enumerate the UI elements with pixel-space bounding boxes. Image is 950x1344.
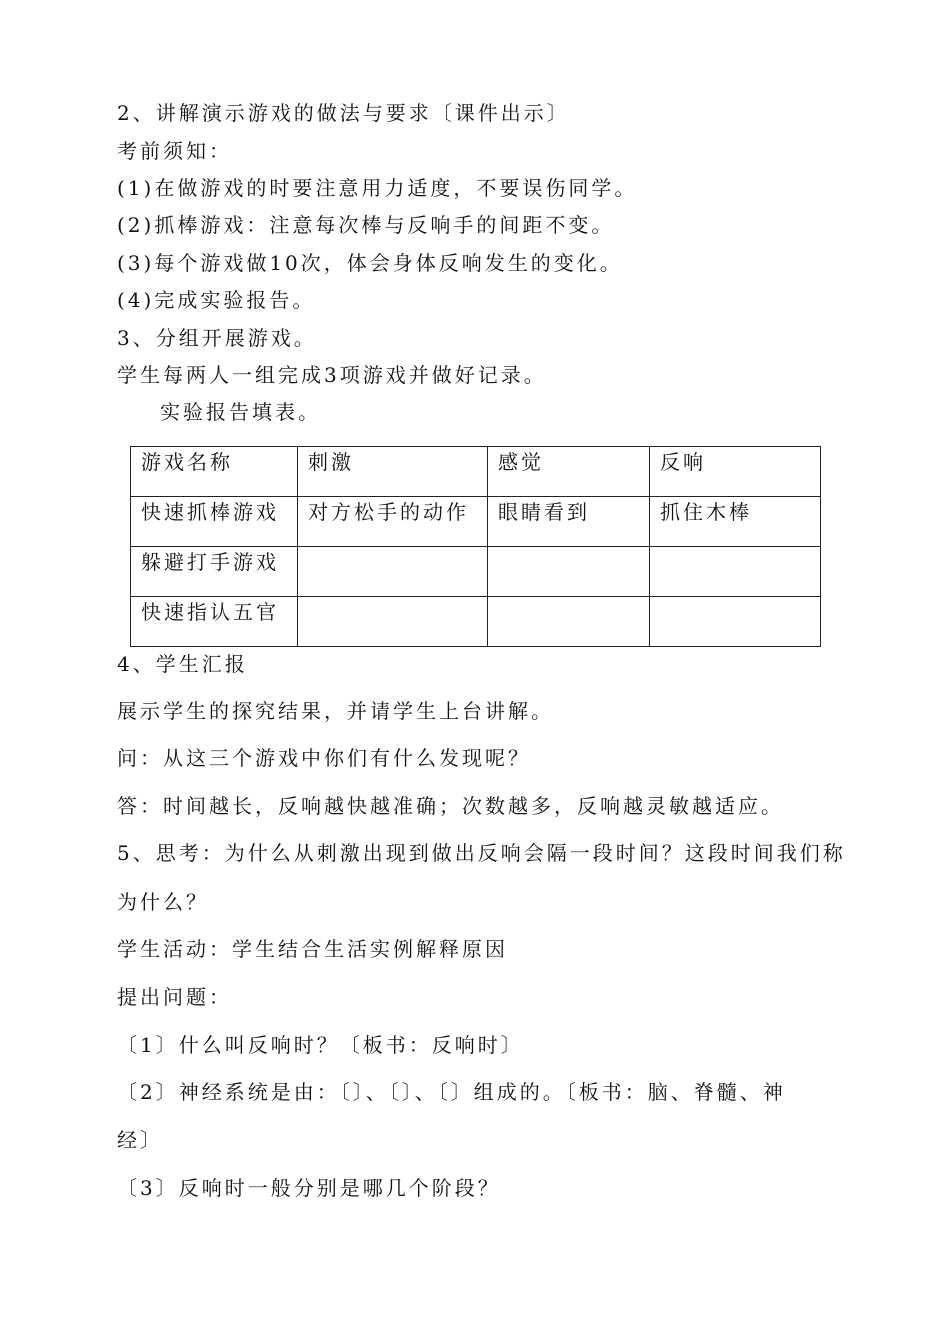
table-row	[131, 497, 821, 547]
experiment-report-table	[130, 446, 821, 647]
header-cell: 刺激	[298, 447, 488, 497]
table-cell	[298, 597, 488, 647]
student-activity: 学生活动：学生结合生活实例解释原因	[117, 937, 508, 961]
table-header-row	[131, 447, 821, 497]
table-cell: 眼睛看到	[488, 497, 650, 547]
note-item-1: (1)在做游戏的时要注意用力适度，不要误伤同学。	[117, 176, 638, 200]
table-cell	[488, 597, 650, 647]
notes-heading: 考前须知：	[117, 139, 232, 163]
table-cell: 快速指认五官	[131, 597, 298, 647]
question-2: 〔2〕神经系统是由：〔〕、〔〕、〔〕组成的。〔板书：脑、脊髓、神	[117, 1080, 786, 1104]
note-item-3: (3)每个游戏做10次，体会身体反响发生的变化。	[117, 251, 623, 275]
step-2-heading: 2、讲解演示游戏的做法与要求〔课件出示〕	[117, 101, 570, 125]
header-cell: 反响	[650, 447, 821, 497]
table-cell: 躲避打手游戏	[131, 547, 298, 597]
header-cell: 感觉	[488, 447, 650, 497]
header-cell: 游戏名称	[131, 447, 298, 497]
table-cell	[650, 547, 821, 597]
table-cell: 抓住木棒	[650, 497, 821, 547]
question-2-continuation: 经〕	[117, 1128, 163, 1152]
questions-heading: 提出问题：	[117, 985, 232, 1009]
step-5-continuation: 为什么？	[117, 890, 209, 914]
table-cell: 快速抓棒游戏	[131, 497, 298, 547]
step-4-heading: 4、学生汇报	[117, 652, 248, 676]
table-cell	[650, 597, 821, 647]
step-5-line: 5、思考：为什么从刺激出现到做出反响会隔一段时间？这段时间我们称	[117, 841, 846, 865]
table-caption: 实验报告填表。	[160, 400, 321, 424]
group-instruction: 学生每两人一组完成3项游戏并做好记录。	[117, 363, 547, 387]
table-cell: 对方松手的动作	[298, 497, 488, 547]
note-item-4: (4)完成实验报告。	[117, 288, 316, 312]
question-1: 〔1〕什么叫反响时？〔板书：反响时〕	[117, 1033, 524, 1057]
question-line: 问：从这三个游戏中你们有什么发现呢？	[117, 746, 531, 770]
table-row	[131, 547, 821, 597]
note-item-2: (2)抓棒游戏：注意每次棒与反响手的间距不变。	[117, 213, 615, 237]
answer-line: 答：时间越长，反响越快越准确；次数越多，反响越灵敏越适应。	[117, 794, 784, 818]
table-row	[131, 597, 821, 647]
question-3: 〔3〕反响时一般分别是哪几个阶段？	[117, 1176, 501, 1200]
table-cell	[488, 547, 650, 597]
table-cell	[298, 547, 488, 597]
step-3-heading: 3、分组开展游戏。	[117, 326, 317, 350]
presentation-line: 展示学生的探究结果，并请学生上台讲解。	[117, 699, 554, 723]
